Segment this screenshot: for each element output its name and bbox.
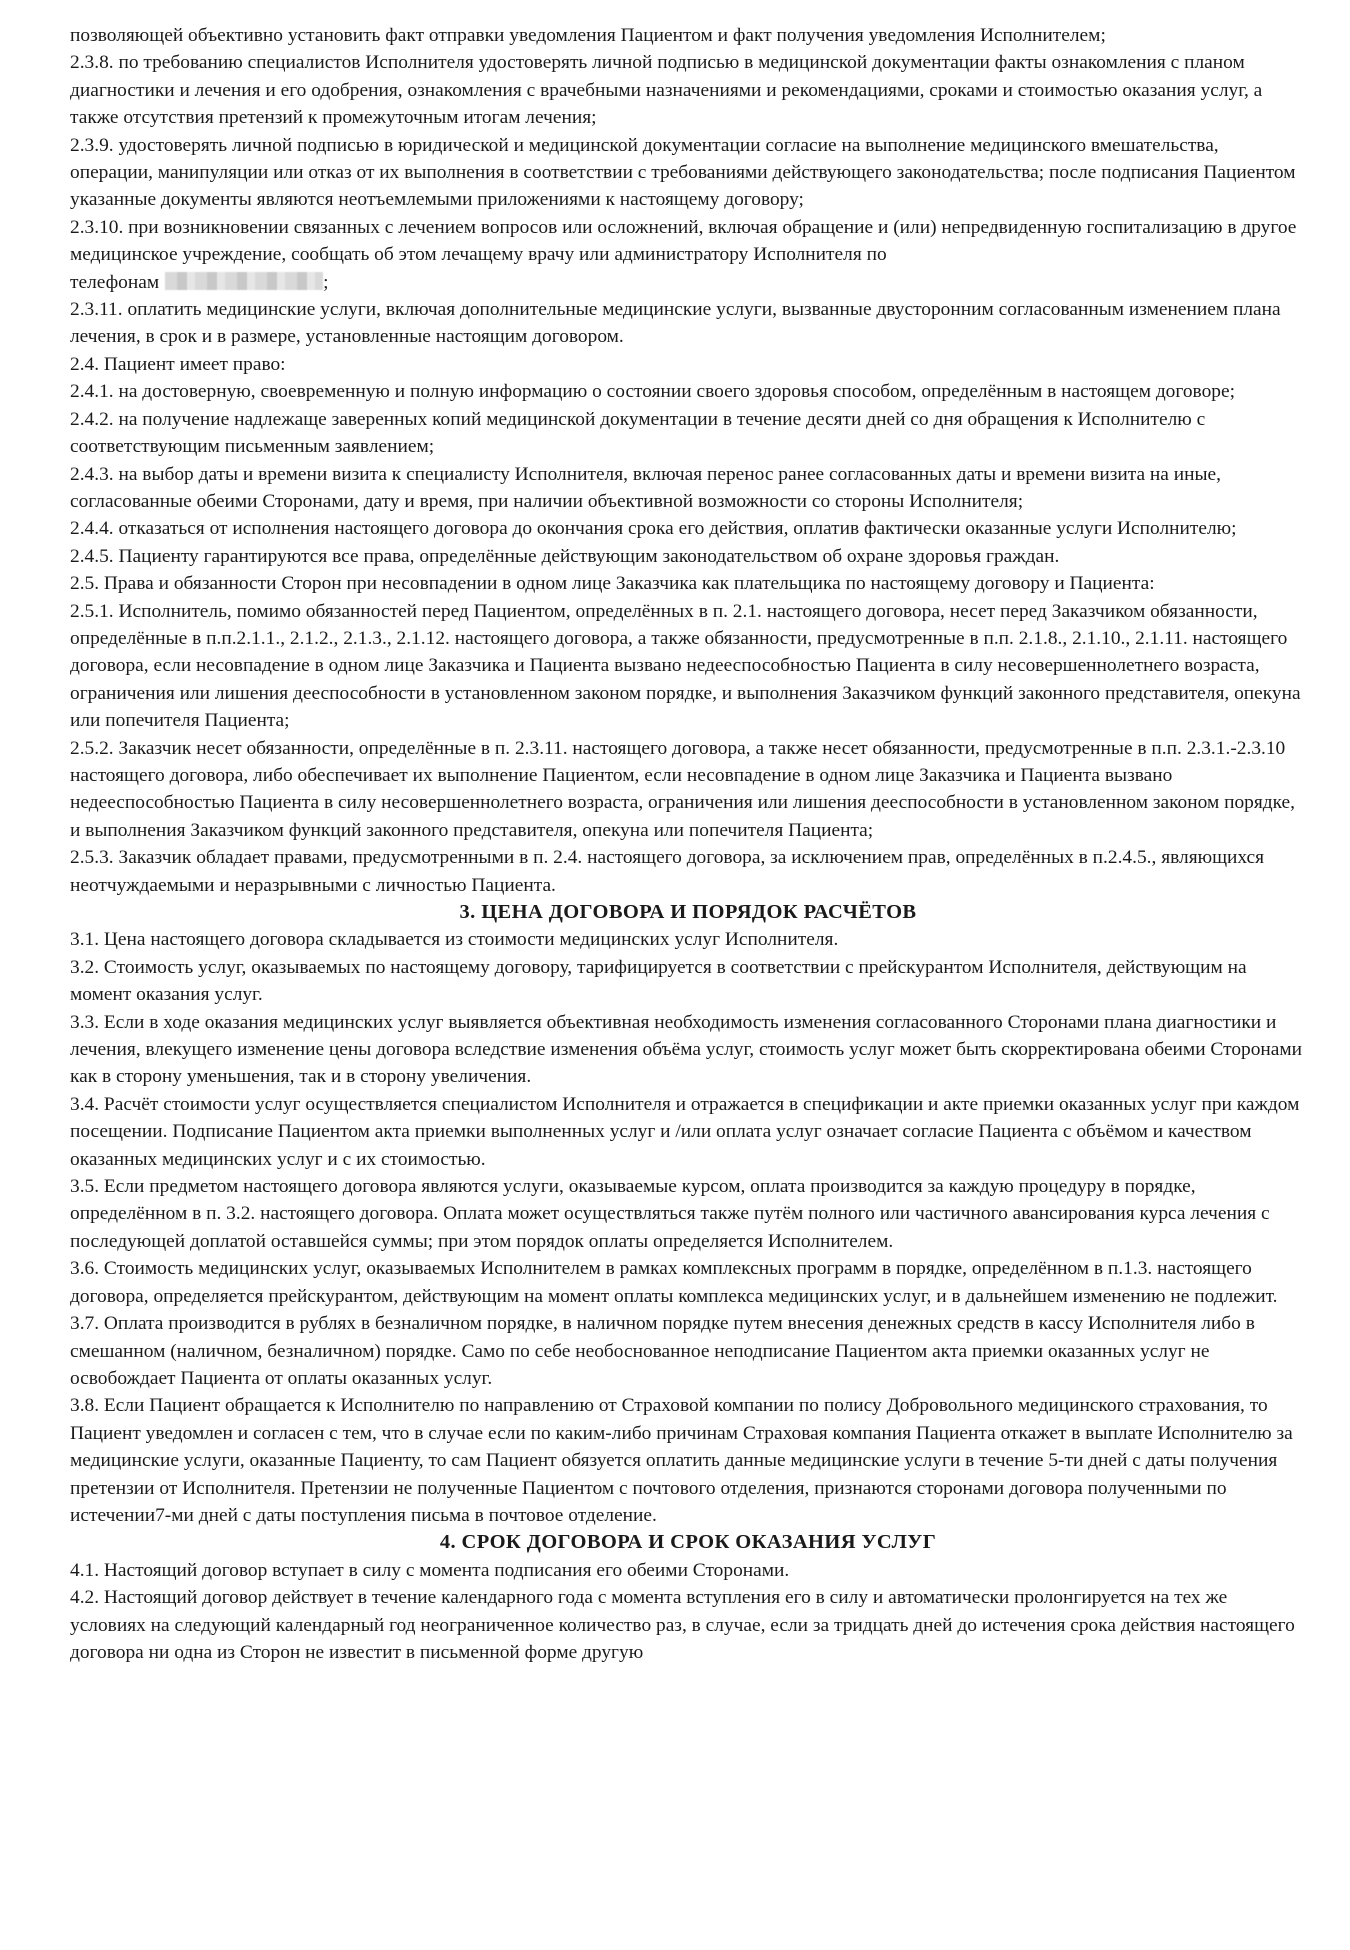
paragraph: 2.5.3. Заказчик обладает правами, предусмотренными в п. 2.4. настоящего договора, за исключением прав, определённых в п.2.4.5., являющихся неотчуждаемыми и неразрывными с личностью Пациента. xyxy=(70,847,1265,896)
paragraph: 3.7. Оплата производится в рублях в безналичном порядке, в наличном порядке путем внесения денежных средств в кассу Исполнителя либо в смешанном (наличном, безналичном) порядке. Само по себе необоснованное неподписание Пациентом акта приемки оказанных услуг не освобождает Пациента от оплаты оказанных услуг. xyxy=(70,1313,1255,1389)
paragraph: 2.3.11. оплатить медицинские услуги, включая дополнительные медицинские услуги, вызванные двусторонним согласованным изменением плана лечения, в срок и в размере, установленные настоящим договором. xyxy=(70,299,1281,348)
paragraph: 2.5.1. Исполнитель, помимо обязанностей перед Пациентом, определённых в п. 2.1. настоящего договора, несет перед Заказчиком обязанности, определённые в п.п.2.1.1., 2.1.2., 2.1.3., 2.1.12. настоящего договора, а также обязанности, предусмотренные в п.п. 2.1.8., 2.1.10., 2.1.11. настоящего договора, если несовпадение в одном лице Заказчика и Пациента вызвано недееспособностью Пациента в силу несовершеннолетнего возраста, ограничения или лишения дееспособности в установленном законом порядке, и выполнения Заказчиком функций законного представителя, опекуна или попечителя Пациента; xyxy=(70,600,1301,732)
paragraph: 2.4.3. на выбор даты и времени визита к специалисту Исполнителя, включая перенос ранее согласованных даты и времени визита на иные, согласованные обеими Сторонами, дату и время, при наличии объективной возможности со стороны Исполнителя; xyxy=(70,463,1221,512)
phone-line xyxy=(70,269,1306,296)
paragraph: 2.5. Права и обязанности Сторон при несовпадении в одном лице Заказчика как плательщика по настоящему договору и Пациента: xyxy=(70,573,1155,595)
paragraph: 3.2. Стоимость услуг, оказываемых по настоящему договору, тарифицируется в соответствии с прейскурантом Исполнителя, действующим на момент оказания услуг. xyxy=(70,956,1247,1006)
paragraph: 2.4.5. Пациенту гарантируются все права, определённые действующим законодательством об охране здоровья граждан. xyxy=(70,545,1060,567)
paragraph: 2.3.10. при возникновении связанных с лечением вопросов или осложнений, включая обращение и (или) непредвиденную госпитализацию в другое медицинское учреждение, сообщать об этом лечащему врачу или администратору Исполнителя по xyxy=(70,216,1297,266)
redacted-phone-number xyxy=(165,272,323,290)
paragraph: 3.6. Стоимость медицинских услуг, оказываемых Исполнителем в рамках комплексных программ в порядке, определённом в п.1.3. настоящего договора, определяется прейскурантом, действующим на момент оплаты комплекса медицинских услуг, и в дальнейшем изменению не подлежит. xyxy=(70,1258,1278,1307)
paragraph: 3.3. Если в ходе оказания медицинских услуг выявляется объективная необходимость изменения согласованного Сторонами плана диагностики и лечения, влекущего изменение цены договора вследствие изменения объёма услуг, стоимость услуг может быть скорректирована обеими Сторонами как в сторону уменьшения, так и в сторону увеличения. xyxy=(70,1011,1303,1088)
paragraph: 2.4.4. отказаться от исполнения настоящего договора до окончания срока его действия, оплатив фактически оказанные услуги Исполнителю; xyxy=(70,518,1237,540)
paragraph: 2.4. Пациент имеет право: xyxy=(70,353,286,375)
paragraph: 3.8. Если Пациент обращается к Исполнителю по направлению от Страховой компании по полису Добровольного медицинского страхования, то Пациент уведомлен и согласен с тем, что в случае если по каким-либо причинам Страховая компания Пациента откажет в выплате Исполнителю за медицинские услуги, оказанные Пациенту, то сам Пациент обязуется оплатить данные медицинские услуги в течение 5-ти дней с даты получения претензии от Исполнителя. Претензии не полученные Пациентом с почтового отделения, признаются сторонами договора полученными по истечении7-ми дней с даты поступления письма в почтовое отделение. xyxy=(70,1395,1293,1526)
paragraph: 3.5. Если предметом настоящего договора являются услуги, оказываемые курсом, оплата производится за каждую процедуру в порядке, определённом в п. 3.2. настоящего договора. Оплата может осуществляться также путём полного или частичного авансирования курса лечения с последующей доплатой оставшейся суммы; при этом порядок оплаты определяется Исполнителем. xyxy=(70,1176,1270,1252)
paragraph: 3.4. Расчёт стоимости услуг осуществляется специалистом Исполнителя и отражается в спецификации и акте приемки оказанных услуг при каждом посещении. Подписание Пациентом акта приемки выполненных услуг и /или оплата услуг означает согласие Пациента с объёмом и качеством оказанных медицинских услуг и с их стоимостью. xyxy=(70,1093,1300,1170)
paragraph: 2.3.9. удостоверять личной подписью в юридической и медицинской документации согласие на выполнение медицинского вмешательства, операции, манипуляции или отказ от их выполнения в соответствии с требованиями действующего законодательства; после подписания Пациентом указанные документы являются неотъемлемыми приложениями к настоящему договору; xyxy=(70,134,1296,211)
section-heading-price: 3. ЦЕНА ДОГОВОРА И ПОРЯДОК РАСЧЁТОВ xyxy=(459,901,917,923)
paragraph: 2.3.8. по требованию специалистов Исполнителя удостоверять личной подписью в медицинской документации факты ознакомления с планом диагностики и лечения и его одобрения, ознакомления с врачебными назначениями и рекомендациями, сроками и стоимостью оказания услуг, а также отсутствия претензий к промежуточным итогам лечения; xyxy=(70,52,1263,129)
phone-suffix: ; xyxy=(323,271,329,293)
paragraph: 3.1. Цена настоящего договора складывается из стоимости медицинских услуг Исполнителя. xyxy=(70,929,839,951)
paragraph: 2.5.2. Заказчик несет обязанности, определённые в п. 2.3.11. настоящего договора, а также несет обязанности, предусмотренные в п.п. 2.3.1.-2.3.10 настоящего договора, либо обеспечивает их выполнение Пациентом, если несовпадение в одном лице Заказчика и Пациента вызвано недееспособностью Пациента в силу несовершеннолетнего возраста, ограничения или лишения дееспособности в установленном законом порядке, и выполнения Заказчиком функций законного представителя, опекуна или попечителя Пациента; xyxy=(70,737,1296,841)
section-heading-term: 4. СРОК ДОГОВОРА И СРОК ОКАЗАНИЯ УСЛУГ xyxy=(439,1531,937,1554)
paragraph: 2.4.1. на достоверную, своевременную и полную информацию о состоянии своего здоровья способом, определённым в настоящем договоре; xyxy=(70,381,1235,403)
paragraph: позволяющей объективно установить факт отправки уведомления Пациентом и факт получения уведомления Исполнителем; xyxy=(70,25,1106,46)
paragraph: 4.1. Настоящий договор вступает в силу с момента подписания его обеими Сторонами. xyxy=(70,1559,790,1581)
paragraph: 2.4.2. на получение надлежаще заверенных копий медицинской документации в течение десяти дней со дня обращения к Исполнителю с соответствующим письменным заявлением; xyxy=(70,408,1206,458)
phone-label: телефонам xyxy=(70,271,160,293)
paragraph: 4.2. Настоящий договор действует в течение календарного года с момента вступления его в силу и автоматически пролонгируется на тех же условиях на следующий календарный год неограниченное количество раз, в случае, если за тридцать дней до истечения срока действия настоящего договора ни одна из Сторон не известит в письменной форме другую xyxy=(70,1587,1295,1663)
